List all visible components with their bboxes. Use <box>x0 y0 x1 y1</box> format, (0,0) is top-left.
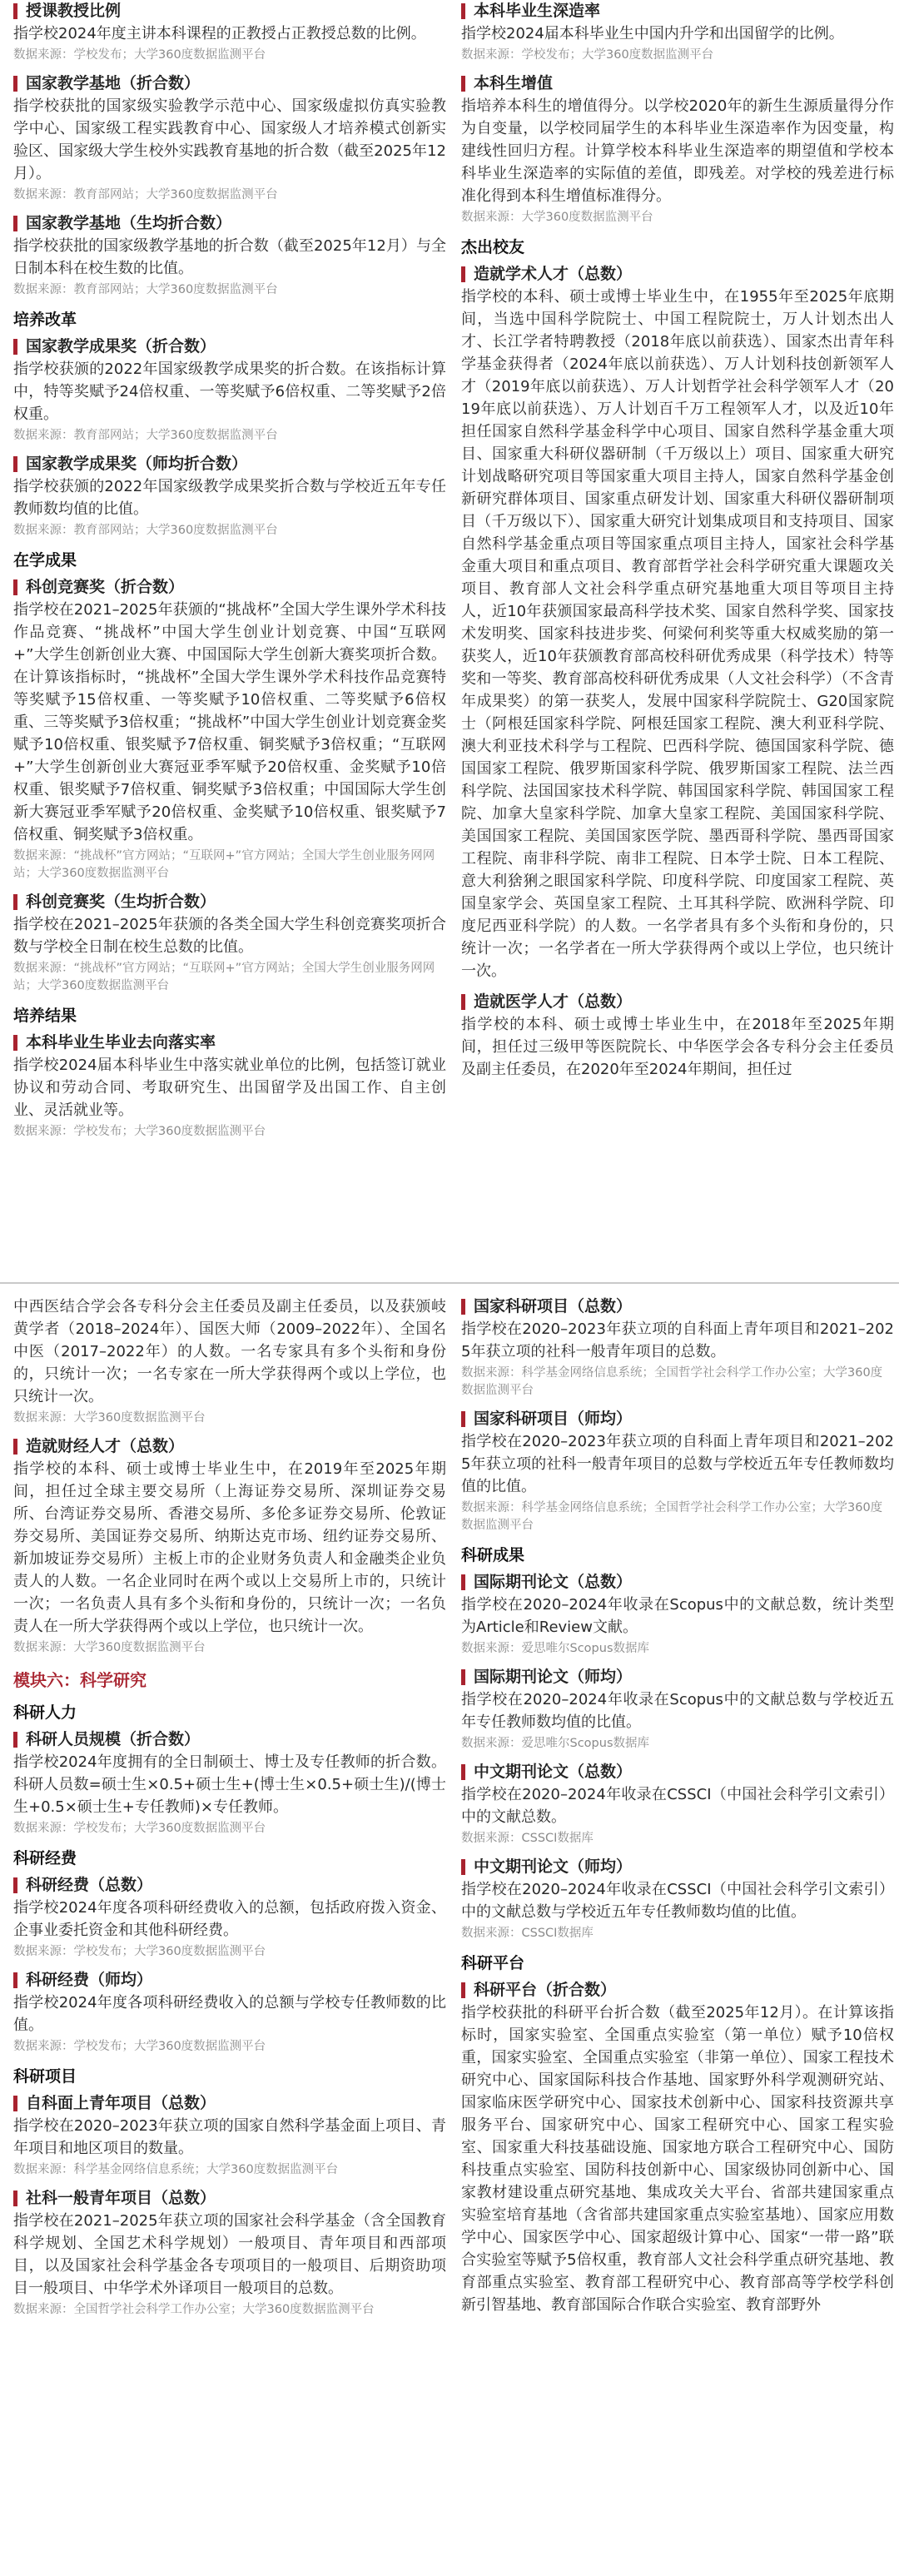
indicator-item <box>461 0 894 64</box>
indicator-item <box>461 1979 894 2316</box>
indicator-item <box>13 1032 446 1141</box>
indicator-name: 本科毕业生毕业去向落实率 <box>26 1033 216 1052</box>
indicator-item <box>13 576 446 883</box>
indicator-name: 造就医学人才（总数） <box>474 992 633 1011</box>
indicator-title <box>13 1435 446 1458</box>
page-section-top <box>0 0 899 1274</box>
indicator-description: 指学校在2021–2025年获颁的各类全国大学生科创竞赛奖项折合数与学校全日制在校生总数的比值。 <box>13 916 446 956</box>
indicator-description: 指学校在2020–2024年收录在CSSCI（中国社会科学引文索引）中的文献总数与学校近五年专任教师数均值的比值。 <box>461 1881 894 1921</box>
indicator-item <box>461 991 894 1081</box>
indicator-title <box>461 1571 894 1594</box>
data-source: 数据来源：学校发布；大学360度数据监测平台 <box>13 2040 266 2053</box>
category-heading: 培养结果 <box>13 1007 77 1025</box>
indicator-title <box>13 1728 446 1751</box>
indicator-name: 国家科研项目（师均） <box>474 1410 633 1428</box>
indicator-description: 指学校获批的科研平台折合数（截至2025年12月）。在计算该指标时，国家实验室、全国重点实验室（第一单位）赋予10倍权重，国家实验室、全国重点实验室（非第一单位）、国家工程技术研究中心、国家国际科技合作基地、国家野外科学观测研究站、国家临床医学研究中心、国家技术创新中心、国家科技资源共享服务平台、国家研究中心、国家工程研究中心、国家工程实验室、国家重大科技基础设施、国家地方联合工程研究中心、国防科技重点实验室、国防科技创新中心、国家级协同创新中心、国家教材建设重点研究基地、集成攻关大平台、省部共建国家重点实验室培育基地（含省部共建国家重点实验室基地）、国家应用数学中心、国家医学中心、国家超级计算中心、国家“一带一路”联合实验室等赋予5倍权重，教育部人文社会科学重点研究基地、教育部重点实验室、教育部工程研究中心、教育部高等学校学科创新引智基地、教育部国际合作联合实验室、教育部野外 <box>461 2004 894 2314</box>
indicator-title <box>461 1856 894 1878</box>
indicator-title <box>461 263 894 286</box>
indicator-item <box>461 1295 894 1400</box>
indicator-name: 中文期刊论文（总数） <box>474 1763 633 1781</box>
category-heading: 科研经费 <box>13 1849 77 1867</box>
section-marker-icon <box>13 216 17 231</box>
indicator-title <box>13 2187 446 2210</box>
indicator-item <box>13 1435 446 1657</box>
section-marker-icon <box>461 266 465 282</box>
section-marker-icon <box>13 2191 17 2206</box>
section-marker-icon <box>461 1669 465 1685</box>
indicator-description: 指学校2024年度各项科研经费收入的总额，包括政府拨入资金、企事业委托资金和其他科研经费。 <box>13 1899 446 1939</box>
indicator-title <box>13 0 446 22</box>
section-marker-icon <box>13 456 17 472</box>
indicator-description: 指学校的本科、硕士或博士毕业生中，在1955年至2025年底期间，当选中国科学院院士、中国工程院院士，万人计划杰出人才、长江学者特聘教授（2018年底以前获选）、国家杰出青年科学基金获得者（2024年底以前获选）、万人计划科技创新领军人才（2019年底以前获选）、万人计划哲学社会科学领军人才（2019年底以前获选）、万人计划百千万工程领军人才，以及近10年担任国家自然科学基金科学中心项目、国家自然科学基金重大项目、国家重大科研仪器研制（千万级以上）项目、国家重大研究计划战略研究项目等国家重大项目主持人，国家自然科学基金创新研究群体项目、国家重点研发计划、国家重大科研仪器研制项目（千万级以下）、国家重大研究计划集成项目和支持项目、国家自然科学基金重点项目等国家重点项目主持人，国家社会科学基金重大项目和重点项目、教育部哲学社会科学研究重大课题攻关项目、教育部人文社会科学重点研究基地重大项目等项目主持人，近10年获颁国家最高科学技术奖、国家自然科学奖、国家技术发明奖、国家科技进步奖、何梁何利奖等重大权威奖励的第一获奖人，近10年获颁教育部高校科研优秀成果（科学技术）特等奖和一等奖、教育部高校科研优秀成果（人文社会科学）（不含青年成果奖）的第一获奖人，发展中国家科学院院士、G20国家院士（阿根廷国家科学院、阿根廷国家工程院、澳大利亚科学院、澳大利亚技术科学与工程院、巴西科学院、德国国家科学院、德国国家工程院、俄罗斯国家科学院、俄罗斯国家工程院、法兰西科学院、法国国家技术科学院、韩国国家科学院、韩国国家工程院、加拿大皇家科学院、加拿大皇家工程院、美国国家科学院、美国国家工程院、美国国家医学院、墨西哥科学院、墨西哥国家工程院、南非科学院、南非工程院、日本学士院、日本工程院、意大利猞猁之眼国家科学院、印度科学院、印度国家工程院、英国皇家学会、英国皇家工程院、土耳其科学院、欧洲科学院、印度尼西亚科学院）的人数。一名学者具有多个头衔和身份的，只统计一次；一名学者在一所大学获得两个或以上学位，也只统计一次。 <box>461 288 894 980</box>
indicator-description: 指学校获颁的2022年国家级教学成果奖折合数与学校近五年专任教师数均值的比值。 <box>13 478 446 518</box>
indicator-name: 国家教学基地（生均折合数） <box>26 214 232 232</box>
indicator-description: 指学校获批的国家级实验教学示范中心、国家级虚拟仿真实验教学中心、国家级工程实践教育中心、国家级人才培养模式创新实验区、国家级大学生校外实践教育基地的折合数（截至2025年12月）。 <box>13 97 446 182</box>
indicator-description: 指学校在2021–2025年获立项的国家社会科学基金（含全国教育科学规划、全国艺术科学规划）一般项目、青年项目和西部项目，以及国家社会科学基金各专项项目的一般项目、后期资助项目一般项目、中华学术外译项目一般项目的总数。 <box>13 2212 446 2297</box>
indicator-title <box>13 1874 446 1897</box>
data-source: 数据来源：科学基金网络信息系统；全国哲学社会科学工作办公室；大学360度数据监测平台 <box>461 1501 883 1532</box>
indicator-name: 国家教学成果奖（折合数） <box>26 337 216 356</box>
indicator-description: 指学校在2020–2023年获立项的自科面上青年项目和2021–2025年获立项的社科一般青年项目的总数。 <box>461 1320 894 1360</box>
indicator-item <box>13 2187 446 2319</box>
data-source: 数据来源：教育部网站；大学360度数据监测平台 <box>13 283 278 296</box>
indicator-item <box>461 263 894 982</box>
indicator-title <box>13 576 446 599</box>
indicator-title <box>13 2092 446 2115</box>
indicator-item <box>461 1761 894 1847</box>
data-source: 数据来源：爱思唯尔Scopus数据库 <box>461 1642 649 1655</box>
indicator-description: 指学校获颁的2022年国家级教学成果奖的折合数。在该指标计算中，特等奖赋予24倍权重、一等奖赋予6倍权重、二等奖赋予2倍权重。 <box>13 361 446 423</box>
indicator-title <box>461 991 894 1013</box>
indicator-item <box>461 1408 894 1534</box>
indicator-description: 指学校的本科、硕士或博士毕业生中，在2018年至2025年期间，担任过三级甲等医院院长、中华医学会各专科分会主任委员及副主任委员，在2020年至2024年期间，担任过 <box>461 1016 894 1078</box>
indicator-description: 指学校在2020–2023年获立项的国家自然科学基金面上项目、青年项目和地区项目的数量。 <box>13 2117 446 2157</box>
section-marker-icon <box>461 3 465 19</box>
indicator-description: 指学校获批的国家级教学基地的折合数（截至2025年12月）与全日制本科在校生数的比值。 <box>13 237 446 277</box>
indicator-item <box>461 1666 894 1753</box>
indicator-item <box>461 72 894 226</box>
data-source: 数据来源：CSSCI数据库 <box>461 1832 594 1845</box>
indicator-name: 本科生增值 <box>474 74 554 92</box>
data-source: 数据来源：学校发布；大学360度数据监测平台 <box>13 1125 266 1138</box>
category-heading: 科研平台 <box>461 1954 525 1972</box>
indicator-title <box>13 72 446 95</box>
section-marker-icon <box>461 994 465 1010</box>
indicator-item <box>13 1728 446 1838</box>
data-source: 数据来源：CSSCI数据库 <box>461 1927 594 1940</box>
data-source: 数据来源：大学360度数据监测平台 <box>461 211 653 224</box>
indicator-description: 中西医结合学会各专科分会主任委员及副主任委员，以及获颁岐黄学者（2018–2024年）、国医大师（2009–2022年）、全国名中医（2017–2022年）的人数。一名专家具有多个头衔和身份的，只统计一次；一名专家在一所大学获得两个或以上学位，也只统计一次。 <box>13 1298 446 1405</box>
section-marker-icon <box>461 76 465 92</box>
category-heading: 科研成果 <box>461 1546 525 1564</box>
column-left <box>13 1295 446 2327</box>
indicator-name: 国家教学成果奖（师均折合数） <box>26 455 248 473</box>
section-marker-icon <box>461 1764 465 1780</box>
indicator-title <box>13 453 446 475</box>
indicator-item <box>13 0 446 64</box>
indicator-item <box>13 2092 446 2179</box>
indicator-description: 指学校2024年度各项科研经费收入的总额与学校专任教师数的比值。 <box>13 1994 446 2034</box>
data-source: 数据来源：学校发布；大学360度数据监测平台 <box>13 1945 266 1958</box>
indicator-name: 造就财经人才（总数） <box>26 1437 185 1455</box>
page-section-bottom <box>0 1295 899 2576</box>
column-left <box>13 0 446 1149</box>
indicator-description: 指学校在2021–2025年获颁的“挑战杯”全国大学生课外学术科技作品竞赛、“挑战杯”中国大学生创业计划竞赛、中国“互联网+”大学生创新创业大赛、中国国际大学生创新大赛奖项折合数。在计算该指标时，“挑战杯”全国大学生课外学术科技作品竞赛特等奖赋予15倍权重、一等奖赋予10倍权重、二等奖赋予6倍权重、三等奖赋予3倍权重；“挑战杯”中国大学生创业计划竞赛金奖赋予10倍权重、银奖赋予7倍权重、铜奖赋予3倍权重；“互联网+”大学生创新创业大赛冠亚季军赋予20倍权重、金奖赋予10倍权重、银奖赋予7倍权重、铜奖赋予3倍权重；中国国际大学生创新大赛冠亚季军赋予20倍权重、金奖赋予10倍权重、银奖赋予7倍权重、铜奖赋予3倍权重。 <box>13 601 446 843</box>
indicator-description: 指学校的本科、硕士或博士毕业生中，在2019年至2025年期间，担任过全球主要交易所（上海证券交易所、深圳证券交易所、台湾证券交易所、香港交易所、多伦多证券交易所、伦敦证券交易所、美国证券交易所、纳斯达克市场、纽约证券交易所、新加坡证券交易所）主板上市的企业财务负责人和金融类企业负责人的人数。一名企业同时在两个或以上交易所上市的，只统计一次；一名负责人具有多个头衔和身份的，只统计一次；一名负责人在一所大学获得两个或以上学位，也只统计一次。 <box>13 1460 446 1635</box>
indicator-item <box>13 1969 446 2056</box>
section-marker-icon <box>13 1439 17 1455</box>
indicator-title <box>461 0 894 22</box>
indicator-item <box>13 336 446 445</box>
data-source: 数据来源：大学360度数据监测平台 <box>13 1641 206 1654</box>
section-marker-icon <box>461 1299 465 1315</box>
indicator-title <box>13 212 446 235</box>
section-marker-icon <box>13 3 17 19</box>
data-source: 数据来源：全国哲学社会科学工作办公室；大学360度数据监测平台 <box>13 2303 375 2316</box>
indicator-name: 国家科研项目（总数） <box>474 1297 633 1315</box>
indicator-name: 国际期刊论文（总数） <box>474 1573 633 1591</box>
section-marker-icon <box>13 2096 17 2111</box>
data-source: 数据来源：学校发布；大学360度数据监测平台 <box>461 48 714 62</box>
indicator-item <box>13 891 446 995</box>
section-marker-icon <box>461 1982 465 1998</box>
category-heading: 在学成果 <box>13 551 77 569</box>
indicator-name: 科研经费（师均） <box>26 1971 153 1989</box>
data-source: 数据来源：教育部网站；大学360度数据监测平台 <box>13 188 278 201</box>
data-source: 数据来源：大学360度数据监测平台 <box>13 1411 206 1425</box>
indicator-name: 授课教授比例 <box>26 2 122 20</box>
indicator-name: 造就学术人才（总数） <box>474 265 633 283</box>
indicator-name: 本科毕业生深造率 <box>474 2 601 20</box>
section-marker-icon <box>13 1877 17 1893</box>
section-marker-icon <box>13 339 17 355</box>
indicator-item <box>461 1856 894 1942</box>
indicator-description: 指学校2024届本科毕业生中落实就业单位的比例，包括签订就业协议和劳动合同、考取研究生、出国留学及出国工作、自主创业、灵活就业等。 <box>13 1057 446 1119</box>
indicator-name: 科研平台（折合数） <box>474 1981 617 1999</box>
indicator-title <box>461 1666 894 1688</box>
indicator-item <box>13 1874 446 1961</box>
section-marker-icon <box>461 1574 465 1590</box>
indicator-description: 指学校2024年度主讲本科课程的正教授占正教授总数的比例。 <box>13 25 426 42</box>
section-marker-icon <box>461 1411 465 1427</box>
indicator-title <box>461 72 894 95</box>
indicator-description: 指培养本科生的增值得分。以学校2020年的新生生源质量得分作为自变量，以学校同届学生的本科毕业生深造率作为因变量，构建线性回归方程。计算学校本科毕业生深造率的期望值和学校本科毕业生深造率的实际值的差值，即残差。对学校的残差进行标准化得到本科生增值标准得分。 <box>461 97 894 205</box>
indicator-description: 指学校2024届本科毕业生中国内升学和出国留学的比例。 <box>461 25 844 42</box>
data-source: 数据来源：“挑战杯”官方网站；“互联网+”官方网站；全国大学生创业服务网网站；大学360度数据监测平台 <box>13 849 435 880</box>
data-source: 数据来源：教育部网站；大学360度数据监测平台 <box>13 429 278 442</box>
indicator-title <box>13 891 446 913</box>
indicator-name: 科创竞赛奖（折合数） <box>26 578 185 596</box>
indicator-description: 指学校在2020–2023年获立项的自科面上青年项目和2021–2025年获立项的社科一般青年项目的总数与学校近五年专任教师数均值的比值。 <box>461 1433 894 1495</box>
indicator-title <box>13 336 446 358</box>
indicator-title <box>13 1969 446 1992</box>
section-marker-icon <box>13 579 17 595</box>
category-heading: 科研人力 <box>13 1703 77 1722</box>
indicator-name: 自科面上青年项目（总数） <box>26 2094 216 2112</box>
indicator-title <box>13 1032 446 1054</box>
indicator-title <box>461 1761 894 1783</box>
section-marker-icon <box>13 1732 17 1748</box>
indicator-title <box>461 1979 894 2002</box>
category-heading: 科研项目 <box>13 2067 77 2086</box>
section-marker-icon <box>13 76 17 92</box>
indicator-description: 指学校在2020–2024年收录在Scopus中的文献总数，统计类型为Article和Review文献。 <box>461 1596 894 1636</box>
page-divider <box>0 1282 899 1284</box>
indicator-name: 中文期刊论文（师均） <box>474 1857 633 1876</box>
section-marker-icon <box>13 1972 17 1988</box>
data-source: 数据来源：“挑战杯”官方网站；“互联网+”官方网站；全国大学生创业服务网网站；大学360度数据监测平台 <box>13 962 435 992</box>
indicator-description: 指学校2024年度拥有的全日制硕士、博士及专任教师的折合数。科研人员数=硕士生×0.5+硕士生+(博士生×0.5+硕士生)/(博士生+0.5×硕士生+专任教师)×专任教师。 <box>13 1753 446 1816</box>
indicator-name: 国家教学基地（折合数） <box>26 74 201 92</box>
indicator-description: 指学校在2020–2024年收录在Scopus中的文献总数与学校近五年专任教师数均值的比值。 <box>461 1691 894 1731</box>
indicator-item <box>13 453 446 540</box>
indicator-title <box>461 1408 894 1430</box>
indicator-item <box>13 212 446 299</box>
data-source: 数据来源：爱思唯尔Scopus数据库 <box>461 1737 649 1750</box>
indicator-item <box>13 1295 446 1427</box>
section-marker-icon <box>13 1035 17 1051</box>
module-heading: 模块六：科学研究 <box>13 1670 147 1690</box>
column-right <box>461 1295 894 2325</box>
category-heading: 培养改革 <box>13 311 77 329</box>
data-source: 数据来源：学校发布；大学360度数据监测平台 <box>13 48 266 62</box>
data-source: 数据来源：学校发布；大学360度数据监测平台 <box>13 1822 266 1835</box>
indicator-item <box>13 72 446 204</box>
indicator-description: 指学校在2020–2024年收录在CSSCI（中国社会科学引文索引）中的文献总数。 <box>461 1786 894 1826</box>
indicator-name: 社科一般青年项目（总数） <box>26 2189 216 2207</box>
indicator-name: 科创竞赛奖（生均折合数） <box>26 893 216 911</box>
data-source: 数据来源：科学基金网络信息系统；大学360度数据监测平台 <box>13 2163 339 2176</box>
category-heading: 杰出校友 <box>461 238 525 256</box>
indicator-name: 科研人员规模（折合数） <box>26 1730 201 1748</box>
indicator-name: 国际期刊论文（师均） <box>474 1668 633 1686</box>
section-marker-icon <box>13 894 17 910</box>
section-marker-icon <box>461 1859 465 1875</box>
column-right <box>461 0 894 1089</box>
indicator-name: 科研经费（总数） <box>26 1876 153 1894</box>
data-source: 数据来源：科学基金网络信息系统；全国哲学社会科学工作办公室；大学360度数据监测平台 <box>461 1366 883 1397</box>
indicator-title <box>461 1295 894 1318</box>
indicator-item <box>461 1571 894 1658</box>
data-source: 数据来源：教育部网站；大学360度数据监测平台 <box>13 524 278 537</box>
